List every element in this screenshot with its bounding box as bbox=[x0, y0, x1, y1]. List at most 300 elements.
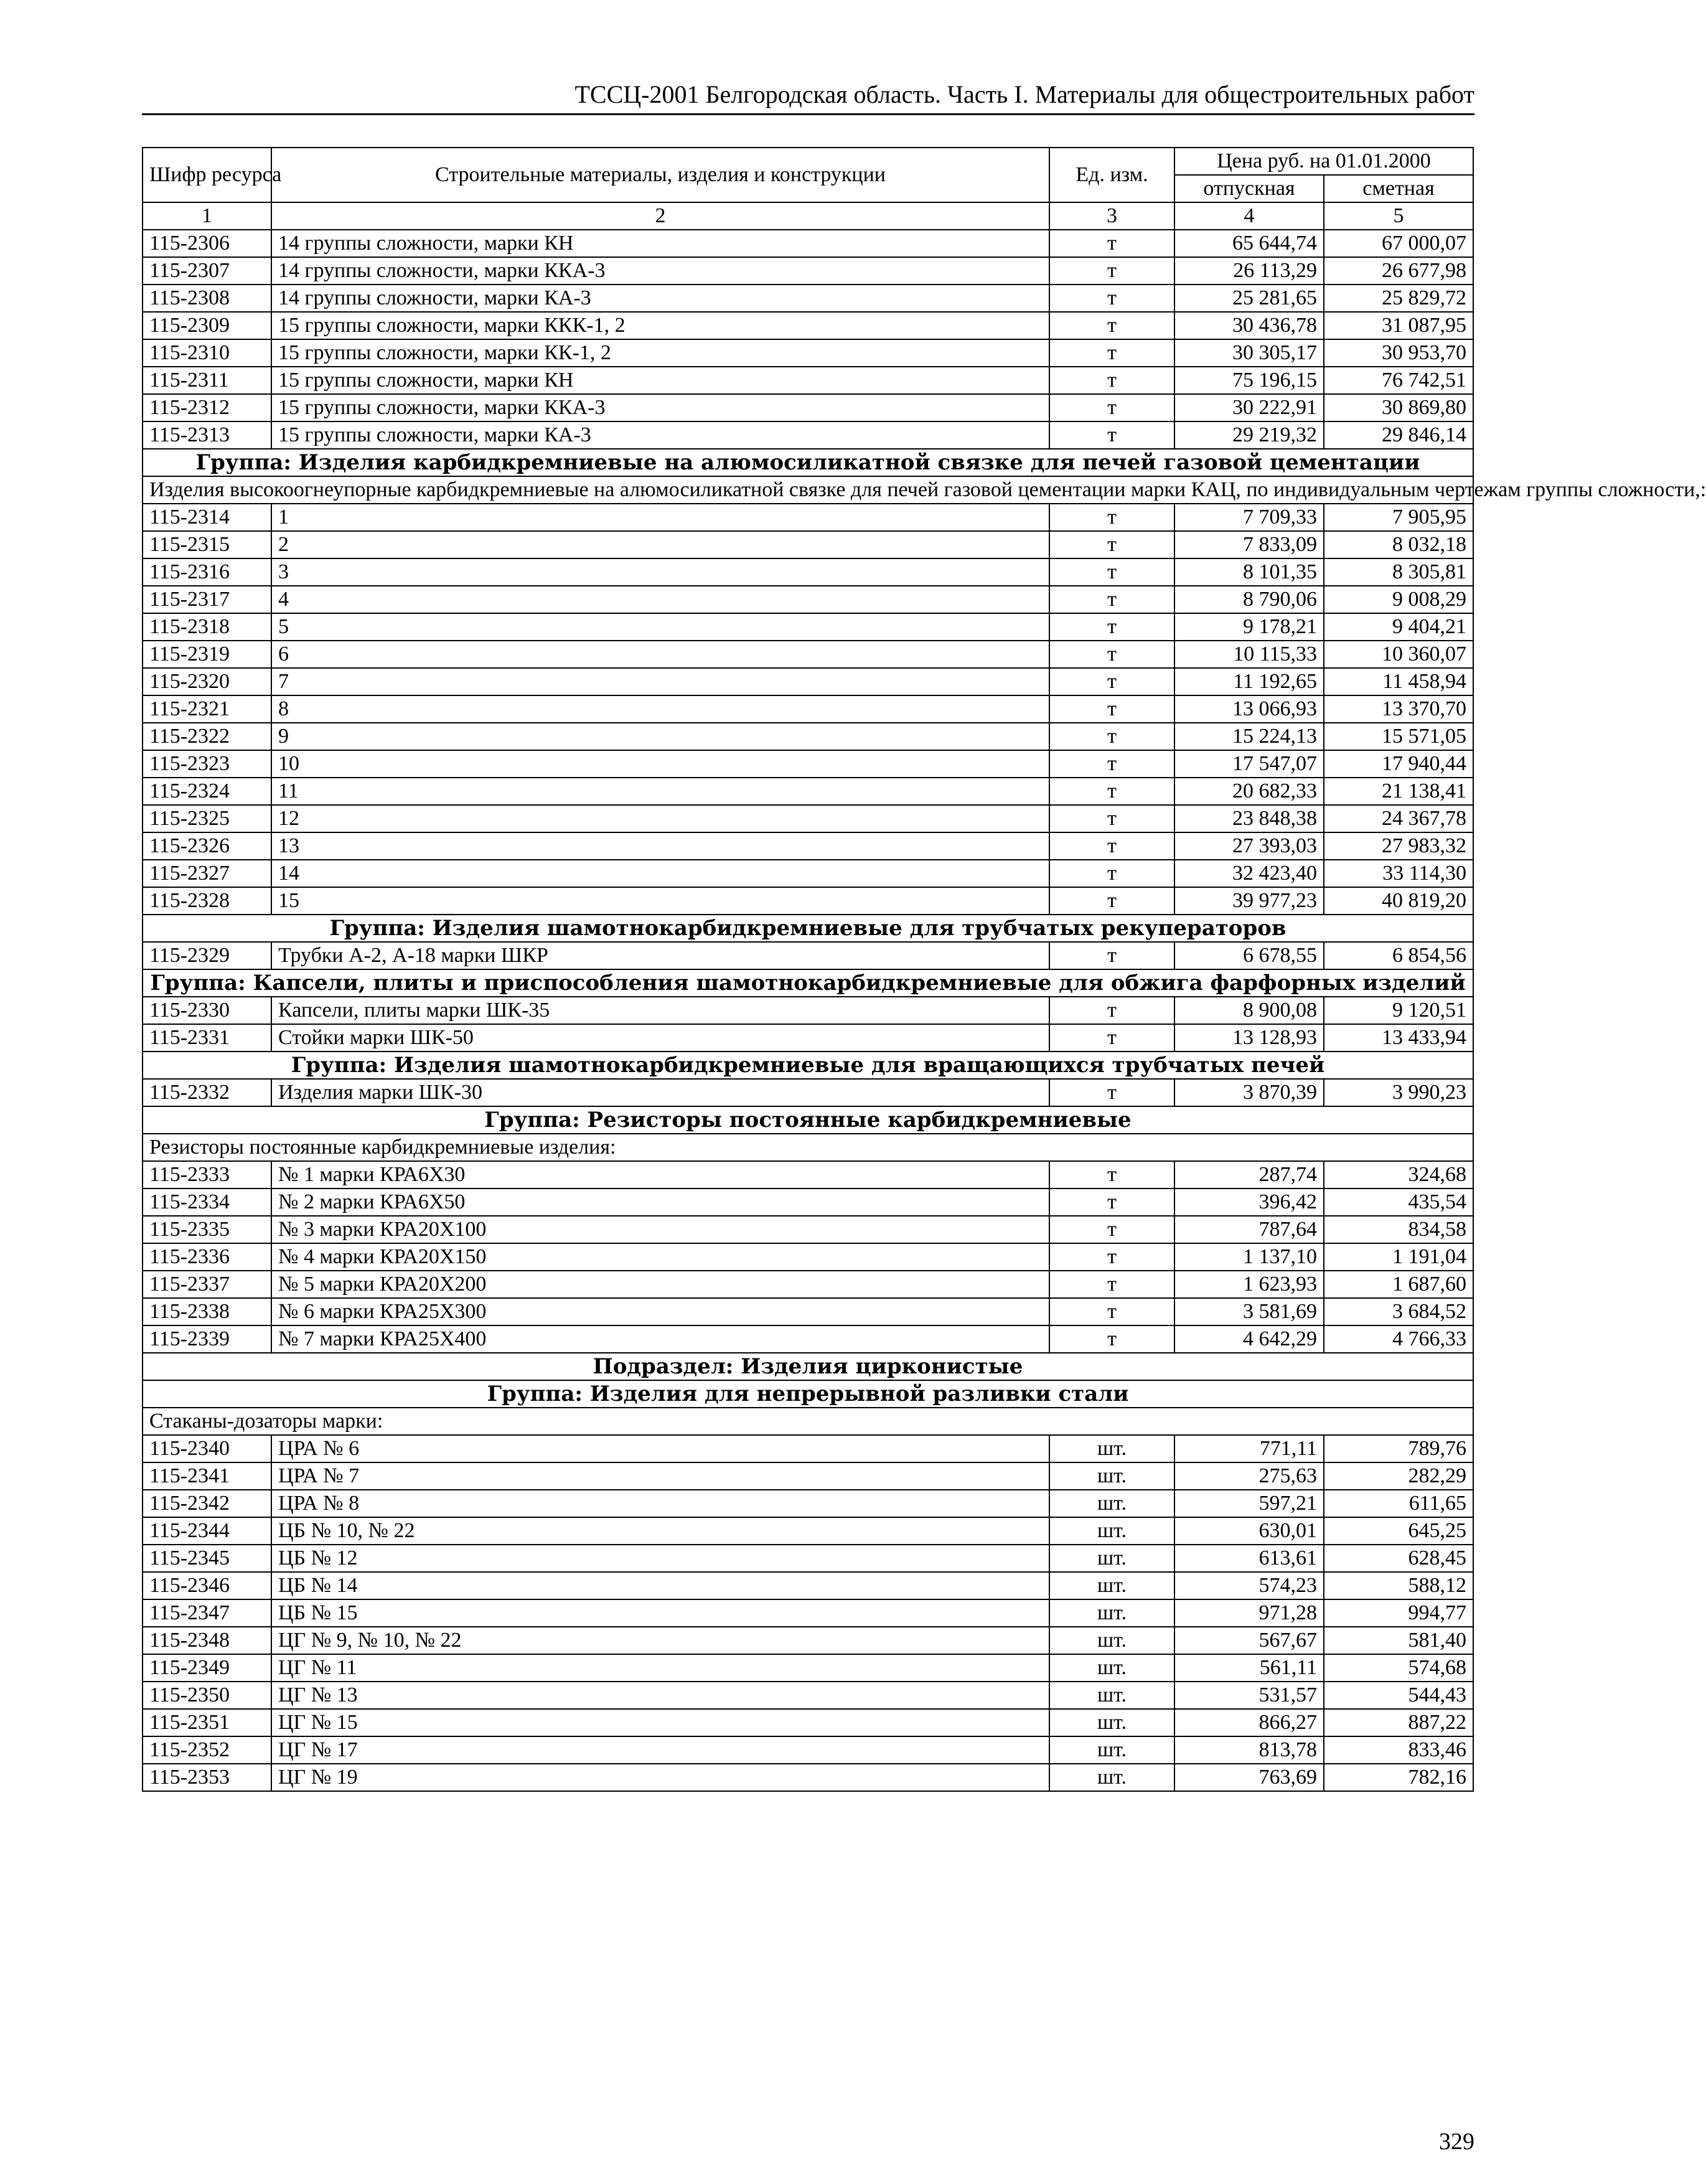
intro-row bbox=[143, 1408, 1473, 1435]
cell-unit: т bbox=[1049, 942, 1174, 969]
table-row bbox=[143, 558, 1473, 586]
cell-release: 29 219,32 bbox=[1174, 421, 1324, 449]
cell-estimate: 324,68 bbox=[1324, 1161, 1473, 1188]
cell-name: ЦБ № 12 bbox=[271, 1545, 1049, 1572]
cell-unit: т bbox=[1049, 613, 1174, 641]
cell-code: 115-2338 bbox=[143, 1298, 271, 1325]
cell-estimate: 994,77 bbox=[1324, 1599, 1473, 1627]
page-number: 329 bbox=[1439, 2129, 1474, 2155]
table-row bbox=[143, 750, 1473, 778]
cell-code: 115-2340 bbox=[143, 1435, 271, 1462]
price-table-container bbox=[142, 147, 1706, 1792]
table-row bbox=[143, 1298, 1473, 1325]
cell-unit: т bbox=[1049, 695, 1174, 723]
cell-unit: т bbox=[1049, 887, 1174, 915]
cell-code: 115-2352 bbox=[143, 1736, 271, 1764]
cell-name: ЦБ № 15 bbox=[271, 1599, 1049, 1627]
cell-code: 115-2312 bbox=[143, 394, 271, 421]
cell-code: 115-2310 bbox=[143, 339, 271, 367]
cell-estimate: 611,65 bbox=[1324, 1490, 1473, 1517]
cell-code: 115-2345 bbox=[143, 1545, 271, 1572]
cell-code: 115-2327 bbox=[143, 860, 271, 887]
cell-name: ЦГ № 15 bbox=[271, 1709, 1049, 1736]
cell-code: 115-2334 bbox=[143, 1188, 271, 1216]
cell-estimate: 30 953,70 bbox=[1324, 339, 1473, 367]
group-heading: Группа: Изделия карбидкремниевые на алюмосиликатной связке для печей газовой цементации bbox=[143, 449, 1473, 476]
table-row bbox=[143, 997, 1473, 1024]
cell-release: 763,69 bbox=[1174, 1764, 1324, 1791]
cell-estimate: 9 120,51 bbox=[1324, 997, 1473, 1024]
cell-estimate: 25 829,72 bbox=[1324, 285, 1473, 312]
header-title: ТССЦ-2001 Белгородская область. Часть I. Материалы для общестроительных работ bbox=[574, 80, 1474, 108]
group-heading: Группа: Резисторы постоянные карбидкремниевые bbox=[143, 1106, 1473, 1134]
cell-code: 115-2351 bbox=[143, 1709, 271, 1736]
subsection-heading: Подраздел: Изделия цирконистые bbox=[143, 1353, 1473, 1380]
cell-release: 813,78 bbox=[1174, 1736, 1324, 1764]
cell-release: 4 642,29 bbox=[1174, 1325, 1324, 1353]
table-row bbox=[143, 832, 1473, 860]
cell-unit: шт. bbox=[1049, 1517, 1174, 1545]
cell-unit: шт. bbox=[1049, 1462, 1174, 1490]
cell-estimate: 29 846,14 bbox=[1324, 421, 1473, 449]
cell-name: 15 группы сложности, марки ККА-3 bbox=[271, 394, 1049, 421]
cell-unit: т bbox=[1049, 805, 1174, 832]
cell-code: 115-2318 bbox=[143, 613, 271, 641]
cell-code: 115-2314 bbox=[143, 504, 271, 531]
cell-estimate: 1 191,04 bbox=[1324, 1243, 1473, 1271]
cell-release: 3 581,69 bbox=[1174, 1298, 1324, 1325]
cell-code: 115-2349 bbox=[143, 1654, 271, 1682]
cell-name: 7 bbox=[271, 668, 1049, 695]
cell-release: 11 192,65 bbox=[1174, 668, 1324, 695]
table-row bbox=[143, 1709, 1473, 1736]
table-row bbox=[143, 668, 1473, 695]
cell-release: 75 196,15 bbox=[1174, 367, 1324, 394]
table-row bbox=[143, 367, 1473, 394]
cell-estimate: 21 138,41 bbox=[1324, 778, 1473, 805]
cell-estimate: 67 000,07 bbox=[1324, 230, 1473, 257]
table-row bbox=[143, 1682, 1473, 1709]
cell-name: 5 bbox=[271, 613, 1049, 641]
cell-name: № 7 марки КРА25Х400 bbox=[271, 1325, 1049, 1353]
cell-code: 115-2315 bbox=[143, 531, 271, 558]
cell-code: 115-2308 bbox=[143, 285, 271, 312]
cell-code: 115-2311 bbox=[143, 367, 271, 394]
cell-release: 17 547,07 bbox=[1174, 750, 1324, 778]
cell-unit: т bbox=[1049, 1243, 1174, 1271]
group-heading-row bbox=[143, 969, 1473, 997]
table-row bbox=[143, 1517, 1473, 1545]
table-header-row bbox=[143, 148, 1473, 175]
table-row bbox=[143, 887, 1473, 915]
cell-estimate: 887,22 bbox=[1324, 1709, 1473, 1736]
cell-release: 27 393,03 bbox=[1174, 832, 1324, 860]
cell-code: 115-2317 bbox=[143, 586, 271, 613]
cell-unit: т bbox=[1049, 1216, 1174, 1243]
cell-unit: т bbox=[1049, 312, 1174, 339]
cell-unit: т bbox=[1049, 394, 1174, 421]
cell-name: 15 bbox=[271, 887, 1049, 915]
cell-code: 115-2337 bbox=[143, 1271, 271, 1298]
cell-unit: шт. bbox=[1049, 1764, 1174, 1791]
cell-name: № 2 марки КРА6Х50 bbox=[271, 1188, 1049, 1216]
price-table-body bbox=[143, 148, 1706, 1791]
cell-name: ЦГ № 11 bbox=[271, 1654, 1049, 1682]
cell-release: 10 115,33 bbox=[1174, 641, 1324, 668]
cell-unit: шт. bbox=[1049, 1435, 1174, 1462]
cell-estimate: 9 008,29 bbox=[1324, 586, 1473, 613]
table-row bbox=[143, 1435, 1473, 1462]
cell-name: ЦБ № 10, № 22 bbox=[271, 1517, 1049, 1545]
cell-release: 630,01 bbox=[1174, 1517, 1324, 1545]
cell-code: 115-2336 bbox=[143, 1243, 271, 1271]
table-row bbox=[143, 230, 1473, 257]
cell-name: 9 bbox=[271, 723, 1049, 750]
cell-code: 115-2309 bbox=[143, 312, 271, 339]
cell-unit: т bbox=[1049, 586, 1174, 613]
cell-unit: шт. bbox=[1049, 1627, 1174, 1654]
table-row bbox=[143, 1490, 1473, 1517]
column-number: 2 bbox=[271, 202, 1049, 230]
cell-release: 971,28 bbox=[1174, 1599, 1324, 1627]
table-row bbox=[143, 1545, 1473, 1572]
cell-estimate: 3 684,52 bbox=[1324, 1298, 1473, 1325]
cell-code: 115-2346 bbox=[143, 1572, 271, 1599]
cell-name: 15 группы сложности, марки ККК-1, 2 bbox=[271, 312, 1049, 339]
header-name: Строительные материалы, изделия и конструкции bbox=[271, 148, 1049, 202]
cell-unit: т bbox=[1049, 421, 1174, 449]
header-estimate: сметная bbox=[1324, 175, 1473, 202]
cell-estimate: 30 869,80 bbox=[1324, 394, 1473, 421]
cell-unit: т bbox=[1049, 257, 1174, 285]
table-row bbox=[143, 1216, 1473, 1243]
cell-code: 115-2350 bbox=[143, 1682, 271, 1709]
cell-release: 9 178,21 bbox=[1174, 613, 1324, 641]
table-row bbox=[143, 285, 1473, 312]
cell-estimate: 789,76 bbox=[1324, 1435, 1473, 1462]
cell-estimate: 574,68 bbox=[1324, 1654, 1473, 1682]
cell-name: 2 bbox=[271, 531, 1049, 558]
cell-unit: т bbox=[1049, 1325, 1174, 1353]
cell-release: 13 066,93 bbox=[1174, 695, 1324, 723]
cell-name: 13 bbox=[271, 832, 1049, 860]
table-row bbox=[143, 1764, 1473, 1791]
table-row bbox=[143, 394, 1473, 421]
cell-unit: т bbox=[1049, 504, 1174, 531]
cell-estimate: 40 819,20 bbox=[1324, 887, 1473, 915]
cell-release: 1 137,10 bbox=[1174, 1243, 1324, 1271]
cell-name: 11 bbox=[271, 778, 1049, 805]
cell-name: № 5 марки КРА20Х200 bbox=[271, 1271, 1049, 1298]
table-row bbox=[143, 1654, 1473, 1682]
cell-unit: т bbox=[1049, 750, 1174, 778]
table-row bbox=[143, 1736, 1473, 1764]
table-row bbox=[143, 1024, 1473, 1052]
cell-code: 115-2328 bbox=[143, 887, 271, 915]
header-unit: Ед. изм. bbox=[1049, 148, 1174, 202]
cell-name: 10 bbox=[271, 750, 1049, 778]
cell-release: 866,27 bbox=[1174, 1709, 1324, 1736]
cell-code: 115-2341 bbox=[143, 1462, 271, 1490]
cell-release: 7 833,09 bbox=[1174, 531, 1324, 558]
cell-release: 30 436,78 bbox=[1174, 312, 1324, 339]
header-code: Шифр ресурса bbox=[143, 148, 271, 202]
intro-row bbox=[143, 476, 1473, 504]
cell-name: 3 bbox=[271, 558, 1049, 586]
cell-estimate: 7 905,95 bbox=[1324, 504, 1473, 531]
cell-unit: т bbox=[1049, 1188, 1174, 1216]
table-row bbox=[143, 805, 1473, 832]
table-row bbox=[143, 1572, 1473, 1599]
cell-estimate: 13 433,94 bbox=[1324, 1024, 1473, 1052]
group-heading: Группа: Изделия для непрерывной разливки стали bbox=[143, 1380, 1473, 1408]
cell-release: 6 678,55 bbox=[1174, 942, 1324, 969]
cell-code: 115-2333 bbox=[143, 1161, 271, 1188]
cell-release: 613,61 bbox=[1174, 1545, 1324, 1572]
header-rule bbox=[142, 113, 1474, 115]
table-row bbox=[143, 1161, 1473, 1188]
table-row bbox=[143, 312, 1473, 339]
group-heading: Группа: Изделия шамотнокарбидкремниевые для трубчатых рекуператоров bbox=[143, 915, 1473, 942]
group-heading: Группа: Капсели, плиты и приспособления шамотнокарбидкремниевые для обжига фарфорных изделий bbox=[143, 969, 1473, 997]
cell-estimate: 6 854,56 bbox=[1324, 942, 1473, 969]
cell-release: 597,21 bbox=[1174, 1490, 1324, 1517]
cell-release: 574,23 bbox=[1174, 1572, 1324, 1599]
cell-estimate: 26 677,98 bbox=[1324, 257, 1473, 285]
cell-unit: шт. bbox=[1049, 1736, 1174, 1764]
cell-name: 12 bbox=[271, 805, 1049, 832]
cell-code: 115-2319 bbox=[143, 641, 271, 668]
cell-name: № 3 марки КРА20Х100 bbox=[271, 1216, 1049, 1243]
table-row bbox=[143, 586, 1473, 613]
intro-row bbox=[143, 1134, 1473, 1161]
cell-name: ЦБ № 14 bbox=[271, 1572, 1049, 1599]
cell-estimate: 4 766,33 bbox=[1324, 1325, 1473, 1353]
cell-unit: т bbox=[1049, 641, 1174, 668]
cell-estimate: 11 458,94 bbox=[1324, 668, 1473, 695]
cell-code: 115-2307 bbox=[143, 257, 271, 285]
cell-unit: т bbox=[1049, 230, 1174, 257]
cell-name: 8 bbox=[271, 695, 1049, 723]
table-row bbox=[143, 1079, 1473, 1106]
cell-release: 275,63 bbox=[1174, 1462, 1324, 1490]
group-heading-row bbox=[143, 915, 1473, 942]
column-numbers-row bbox=[143, 202, 1473, 230]
cell-estimate: 833,46 bbox=[1324, 1736, 1473, 1764]
cell-estimate: 24 367,78 bbox=[1324, 805, 1473, 832]
cell-release: 20 682,33 bbox=[1174, 778, 1324, 805]
table-row bbox=[143, 613, 1473, 641]
cell-unit: шт. bbox=[1049, 1490, 1174, 1517]
cell-name: 15 группы сложности, марки КН bbox=[271, 367, 1049, 394]
cell-unit: шт. bbox=[1049, 1545, 1174, 1572]
table-row bbox=[143, 339, 1473, 367]
cell-estimate: 10 360,07 bbox=[1324, 641, 1473, 668]
cell-code: 115-2326 bbox=[143, 832, 271, 860]
table-row bbox=[143, 723, 1473, 750]
header-price: Цена руб. на 01.01.2000 bbox=[1174, 148, 1473, 175]
cell-estimate: 834,58 bbox=[1324, 1216, 1473, 1243]
cell-unit: т bbox=[1049, 1271, 1174, 1298]
cell-estimate: 282,29 bbox=[1324, 1462, 1473, 1490]
cell-code: 115-2348 bbox=[143, 1627, 271, 1654]
cell-release: 7 709,33 bbox=[1174, 504, 1324, 531]
cell-name: № 6 марки КРА25Х300 bbox=[271, 1298, 1049, 1325]
cell-estimate: 13 370,70 bbox=[1324, 695, 1473, 723]
cell-unit: т bbox=[1049, 531, 1174, 558]
cell-name: ЦГ № 19 bbox=[271, 1764, 1049, 1791]
cell-unit: т bbox=[1049, 1024, 1174, 1052]
cell-unit: шт. bbox=[1049, 1682, 1174, 1709]
cell-estimate: 628,45 bbox=[1324, 1545, 1473, 1572]
cell-unit: т bbox=[1049, 1298, 1174, 1325]
cell-code: 115-2322 bbox=[143, 723, 271, 750]
cell-release: 23 848,38 bbox=[1174, 805, 1324, 832]
cell-unit: т bbox=[1049, 1079, 1174, 1106]
cell-unit: т bbox=[1049, 367, 1174, 394]
cell-estimate: 435,54 bbox=[1324, 1188, 1473, 1216]
table-row bbox=[143, 504, 1473, 531]
intro-text: Стаканы-дозаторы марки: bbox=[143, 1408, 1473, 1435]
column-number: 4 bbox=[1174, 202, 1324, 230]
header-release: отпускная bbox=[1174, 175, 1324, 202]
group-heading-row bbox=[143, 1052, 1473, 1079]
column-number: 5 bbox=[1324, 202, 1473, 230]
cell-estimate: 27 983,32 bbox=[1324, 832, 1473, 860]
cell-estimate: 15 571,05 bbox=[1324, 723, 1473, 750]
cell-release: 787,64 bbox=[1174, 1216, 1324, 1243]
cell-unit: т bbox=[1049, 668, 1174, 695]
cell-unit: т bbox=[1049, 723, 1174, 750]
cell-release: 567,67 bbox=[1174, 1627, 1324, 1654]
table-row bbox=[143, 695, 1473, 723]
table-row bbox=[143, 641, 1473, 668]
cell-code: 115-2330 bbox=[143, 997, 271, 1024]
cell-code: 115-2335 bbox=[143, 1216, 271, 1243]
cell-unit: т bbox=[1049, 778, 1174, 805]
cell-code: 115-2316 bbox=[143, 558, 271, 586]
cell-code: 115-2329 bbox=[143, 942, 271, 969]
table-row bbox=[143, 1627, 1473, 1654]
cell-estimate: 581,40 bbox=[1324, 1627, 1473, 1654]
cell-release: 32 423,40 bbox=[1174, 860, 1324, 887]
cell-name: Стойки марки ШК-50 bbox=[271, 1024, 1049, 1052]
cell-unit: т bbox=[1049, 832, 1174, 860]
cell-release: 39 977,23 bbox=[1174, 887, 1324, 915]
cell-release: 561,11 bbox=[1174, 1654, 1324, 1682]
cell-unit: шт. bbox=[1049, 1572, 1174, 1599]
cell-unit: т bbox=[1049, 860, 1174, 887]
cell-name: № 4 марки КРА20Х150 bbox=[271, 1243, 1049, 1271]
cell-unit: т bbox=[1049, 1161, 1174, 1188]
cell-name: 14 bbox=[271, 860, 1049, 887]
cell-unit: шт. bbox=[1049, 1599, 1174, 1627]
table-row bbox=[143, 1462, 1473, 1490]
cell-name: 14 группы сложности, марки КН bbox=[271, 230, 1049, 257]
cell-code: 115-2347 bbox=[143, 1599, 271, 1627]
cell-code: 115-2331 bbox=[143, 1024, 271, 1052]
cell-estimate: 645,25 bbox=[1324, 1517, 1473, 1545]
group-heading: Группа: Изделия шамотнокарбидкремниевые для вращающихся трубчатых печей bbox=[143, 1052, 1473, 1079]
table-row bbox=[143, 257, 1473, 285]
intro-text: Изделия высокоогнеупорные карбидкремниевые на алюмосиликатной связке для печей газовой цементации марки КАЦ, по индивидуальным чертежам группы сложности,: bbox=[143, 476, 1473, 504]
cell-estimate: 1 687,60 bbox=[1324, 1271, 1473, 1298]
cell-release: 30 305,17 bbox=[1174, 339, 1324, 367]
cell-code: 115-2353 bbox=[143, 1764, 271, 1791]
cell-unit: т bbox=[1049, 339, 1174, 367]
cell-name: 14 группы сложности, марки КА-3 bbox=[271, 285, 1049, 312]
cell-code: 115-2313 bbox=[143, 421, 271, 449]
cell-release: 30 222,91 bbox=[1174, 394, 1324, 421]
cell-release: 15 224,13 bbox=[1174, 723, 1324, 750]
cell-estimate: 76 742,51 bbox=[1324, 367, 1473, 394]
cell-code: 115-2324 bbox=[143, 778, 271, 805]
table-row bbox=[143, 1325, 1473, 1353]
table-row bbox=[143, 1599, 1473, 1627]
cell-name: 4 bbox=[271, 586, 1049, 613]
cell-estimate: 33 114,30 bbox=[1324, 860, 1473, 887]
cell-code: 115-2339 bbox=[143, 1325, 271, 1353]
cell-name: 15 группы сложности, марки КК-1, 2 bbox=[271, 339, 1049, 367]
cell-name: ЦГ № 9, № 10, № 22 bbox=[271, 1627, 1049, 1654]
table-row bbox=[143, 421, 1473, 449]
cell-release: 8 900,08 bbox=[1174, 997, 1324, 1024]
cell-code: 115-2332 bbox=[143, 1079, 271, 1106]
cell-release: 287,74 bbox=[1174, 1161, 1324, 1188]
cell-name: № 1 марки КРА6Х30 bbox=[271, 1161, 1049, 1188]
column-number: 3 bbox=[1049, 202, 1174, 230]
cell-estimate: 31 087,95 bbox=[1324, 312, 1473, 339]
cell-unit: т bbox=[1049, 285, 1174, 312]
cell-name: ЦГ № 17 bbox=[271, 1736, 1049, 1764]
cell-release: 8 101,35 bbox=[1174, 558, 1324, 586]
table-row bbox=[143, 1188, 1473, 1216]
cell-name: Трубки А-2, А-18 марки ШКР bbox=[271, 942, 1049, 969]
cell-name: ЦРА № 7 bbox=[271, 1462, 1049, 1490]
cell-name: ЦРА № 8 bbox=[271, 1490, 1049, 1517]
cell-unit: шт. bbox=[1049, 1709, 1174, 1736]
table-row bbox=[143, 531, 1473, 558]
cell-code: 115-2321 bbox=[143, 695, 271, 723]
cell-name: 15 группы сложности, марки КА-3 bbox=[271, 421, 1049, 449]
cell-release: 65 644,74 bbox=[1174, 230, 1324, 257]
cell-unit: т bbox=[1049, 997, 1174, 1024]
cell-release: 771,11 bbox=[1174, 1435, 1324, 1462]
cell-code: 115-2325 bbox=[143, 805, 271, 832]
cell-estimate: 544,43 bbox=[1324, 1682, 1473, 1709]
cell-release: 25 281,65 bbox=[1174, 285, 1324, 312]
cell-unit: шт. bbox=[1049, 1654, 1174, 1682]
cell-estimate: 8 305,81 bbox=[1324, 558, 1473, 586]
cell-unit: т bbox=[1049, 558, 1174, 586]
cell-name: ЦГ № 13 bbox=[271, 1682, 1049, 1709]
cell-name: 14 группы сложности, марки ККА-3 bbox=[271, 257, 1049, 285]
subsection-heading-row bbox=[143, 1353, 1473, 1380]
cell-release: 3 870,39 bbox=[1174, 1079, 1324, 1106]
cell-estimate: 588,12 bbox=[1324, 1572, 1473, 1599]
cell-release: 1 623,93 bbox=[1174, 1271, 1324, 1298]
cell-name: ЦРА № 6 bbox=[271, 1435, 1049, 1462]
cell-code: 115-2342 bbox=[143, 1490, 271, 1517]
cell-name: 1 bbox=[271, 504, 1049, 531]
cell-release: 396,42 bbox=[1174, 1188, 1324, 1216]
table-row bbox=[143, 1243, 1473, 1271]
cell-name: Изделия марки ШК-30 bbox=[271, 1079, 1049, 1106]
group-heading-row bbox=[143, 1106, 1473, 1134]
cell-code: 115-2344 bbox=[143, 1517, 271, 1545]
group-heading-row bbox=[143, 449, 1473, 476]
table-row bbox=[143, 1271, 1473, 1298]
